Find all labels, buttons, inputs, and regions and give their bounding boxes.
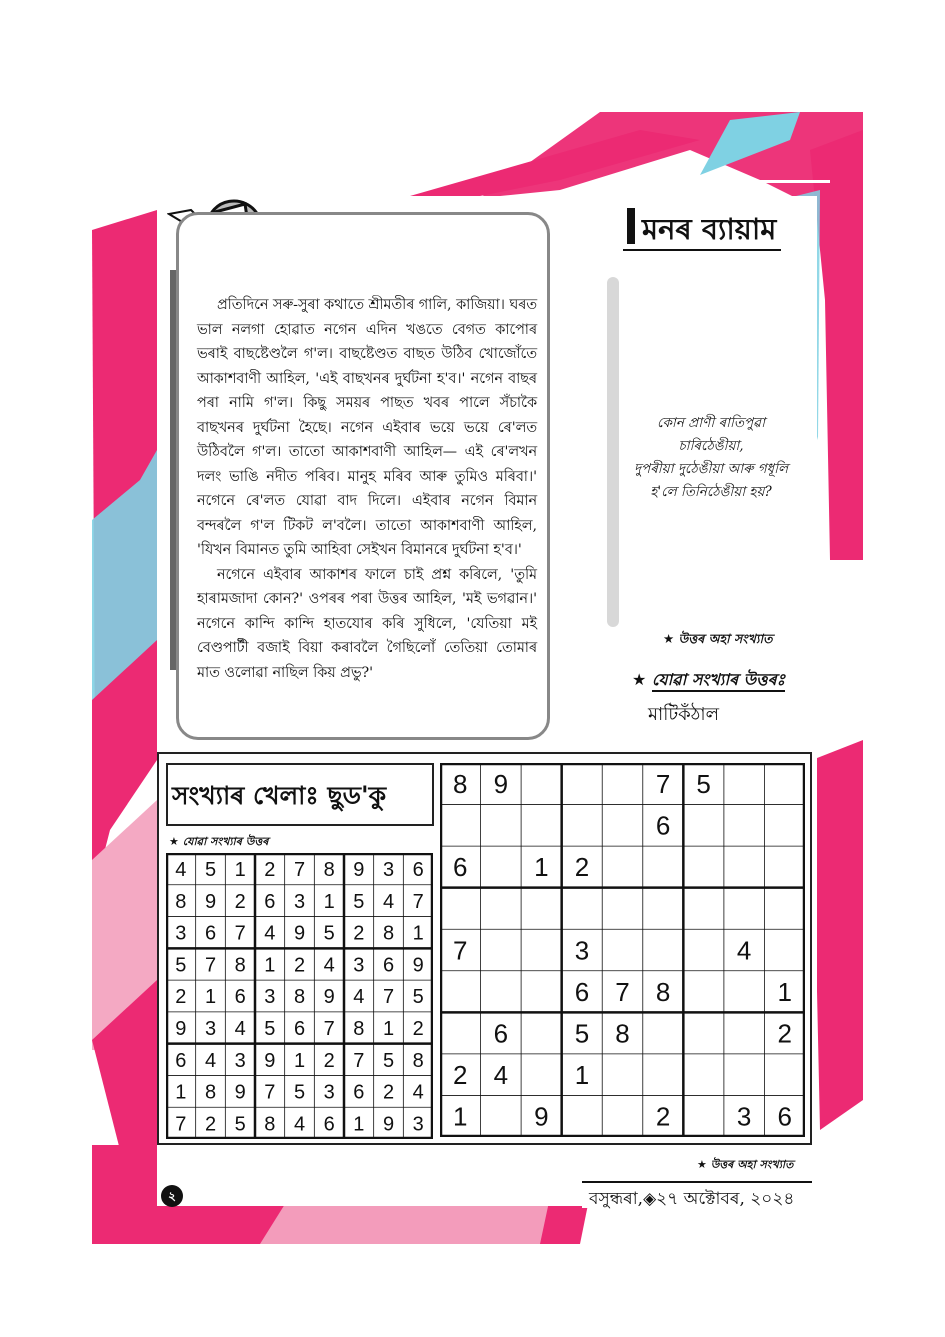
solution-cell: 1 xyxy=(234,859,246,882)
solution-cell: 4 xyxy=(234,1017,246,1040)
page-number: ২ xyxy=(161,1185,183,1207)
solution-cell: 5 xyxy=(264,1017,276,1040)
solution-cell: 8 xyxy=(412,1049,424,1072)
solution-cell: 2 xyxy=(323,1049,335,1072)
story-paragraph: নগেনে এইবাৰ আকাশৰ ফালে চাই প্ৰশ্ন কৰিলে, 'তুমি হাৰামজাদা কোন?' ওপৰৰ পৰা উত্তৰ আহিল, 'মই ভগৱান।' নগেনে কান্দি কান্দি হাতযোৰ কৰি সুধিলে, 'যেতিয়া মই বেণ্ডপাৰ্টী বজাই বিয়া কৰাবলৈ গৈছিলোঁ তেতিয়া তোমাৰ মাত ওলোৱা নাছিল কিয় প্ৰভু?' xyxy=(197,566,537,681)
solution-cell: 9 xyxy=(323,986,335,1009)
publication-date: ২৭ অক্টোবৰ, ২০২৪ xyxy=(656,1189,795,1209)
puzzle-cell: 6 xyxy=(574,976,590,1007)
solution-cell: 7 xyxy=(264,1081,276,1104)
solution-cell: 9 xyxy=(382,1113,395,1136)
solution-cell: 4 xyxy=(204,1049,217,1072)
solution-cell: 7 xyxy=(234,922,246,945)
solution-cell: 9 xyxy=(293,922,306,945)
prev-solution-grid xyxy=(166,853,433,1139)
solution-cell: 6 xyxy=(204,922,217,945)
title-underline xyxy=(623,249,781,251)
riddle-text xyxy=(612,412,810,504)
solution-cell: 2 xyxy=(204,1113,217,1136)
puzzle-cell: 2 xyxy=(574,852,590,883)
puzzle-cell: 9 xyxy=(534,1101,549,1132)
solution-cell: 8 xyxy=(234,954,246,977)
solution-cell: 6 xyxy=(412,859,424,882)
puzzle-cell: 6 xyxy=(655,810,671,841)
solution-cell: 4 xyxy=(293,1113,306,1136)
puzzle-cell: 7 xyxy=(453,935,468,966)
solution-cell: 8 xyxy=(175,890,187,913)
solution-cell: 1 xyxy=(382,1017,395,1040)
solution-cell: 6 xyxy=(323,1113,335,1136)
puzzle-cell: 7 xyxy=(615,976,630,1007)
solution-cell: 2 xyxy=(264,859,276,882)
solution-cell: 3 xyxy=(264,986,276,1009)
solution-cell: 9 xyxy=(204,890,217,913)
solution-cell: 4 xyxy=(412,1081,424,1104)
solution-cell: 6 xyxy=(234,986,246,1009)
solution-cell: 7 xyxy=(353,1049,365,1072)
footer-rule xyxy=(582,1181,812,1183)
solution-cell: 9 xyxy=(264,1049,276,1072)
puzzle-cell: 3 xyxy=(736,1101,752,1132)
solution-cell: 1 xyxy=(323,890,335,913)
solution-cell: 1 xyxy=(412,922,424,945)
solution-cell: 7 xyxy=(204,954,217,977)
puzzle-cell: 8 xyxy=(453,769,468,800)
solution-cell: 8 xyxy=(264,1113,276,1136)
puzzle-cell: 6 xyxy=(453,852,468,883)
solution-cell: 8 xyxy=(204,1081,217,1104)
solution-cell: 1 xyxy=(293,1049,306,1072)
solution-cell: 2 xyxy=(175,986,187,1009)
puzzle-cell: 3 xyxy=(574,935,590,966)
solution-cell: 1 xyxy=(204,986,217,1009)
solution-cell: 5 xyxy=(293,1081,306,1104)
sudoku-answer-note: ★ উত্তৰ অহা সংখ্যাত xyxy=(697,1158,794,1171)
solution-cell: 5 xyxy=(353,890,365,913)
riddle-line: চাৰিঠেঙীয়া, xyxy=(678,438,744,454)
solution-cell: 8 xyxy=(293,986,306,1009)
riddle-line: হ'লে তিনিঠেঙীয়া হয়? xyxy=(650,484,772,500)
solution-cell: 2 xyxy=(382,1081,395,1104)
solution-cell: 1 xyxy=(175,1081,187,1104)
star-icon: ★ xyxy=(632,670,647,689)
solution-cell: 7 xyxy=(323,1017,335,1040)
solution-cell: 3 xyxy=(234,1049,246,1072)
title-accent-bar xyxy=(627,208,635,244)
prev-answer-heading-text: যোৱা সংখ্যাৰ উত্তৰঃ xyxy=(652,670,785,692)
puzzle-cell: 5 xyxy=(574,1018,590,1049)
riddle-answer-note: ★ উত্তৰ অহা সংখ্যাত xyxy=(663,631,773,646)
solution-cell: 1 xyxy=(264,954,276,977)
solution-cell: 5 xyxy=(234,1113,246,1136)
solution-cell: 6 xyxy=(353,1081,365,1104)
solution-cell: 4 xyxy=(175,859,187,882)
solution-cell: 5 xyxy=(412,986,424,1009)
page-title: মনৰ ব্যায়াম xyxy=(642,212,777,246)
solution-cell: 8 xyxy=(323,859,335,882)
prev-answer-heading xyxy=(632,667,785,694)
solution-cell: 9 xyxy=(353,859,365,882)
solution-cell: 4 xyxy=(323,954,335,977)
puzzle-cell: 5 xyxy=(696,769,711,800)
game-title: সংখ্যাৰ খেলাঃ ছুড'কু xyxy=(172,781,387,810)
solution-cell: 5 xyxy=(175,954,187,977)
story-paragraph: প্ৰতিদিনে সৰু-সুৰা কথাতে শ্ৰীমতীৰ গালি, কাজিয়া। ঘৰত ভাল নলগা হোৱাত নগেন এদিন খঙতে বেগত কাপোৰ ভৰাই বাছষ্টেণ্ডলৈ গ'ল। বাছষ্টেণ্ডত বাছত উঠিব খোজোঁতে আকাশবাণী আহিল, 'এই বাছখনৰ দুৰ্ঘটনা হ'ব।' নগেন বাছৰ পৰা নামি গ'ল। কিছু সময়ৰ পাছত খবৰ পালে সঁচাকৈ বাছখনৰ দুৰ্ঘটনা হৈছে। নগেন এইবাৰ ভয়ে ভয়ে ৰে'লত উঠিবলৈ গ'ল। তাতো আকাশবাণী আহিল— এই ৰে'লখন দলং ভাঙি নদীত পৰিব। মানুহ মৰিব আৰু তুমিও মৰিবা।' নগেনে ৰে'লত যোৱা বাদ দিলে। এইবাৰ নগেন বিমান বন্দৰলৈ গ'ল টিকট ল'বলৈ। তাতো আকাশবাণী আহিল, 'যিখন বিমানত তুমি আহিবা সেইখন বিমানৰে দুৰ্ঘটনা হ'ব।' xyxy=(197,297,537,558)
prev-solution-label: ★ যোৱা সংখ্যাৰ উত্তৰ xyxy=(169,835,269,848)
solution-cell: 9 xyxy=(234,1081,246,1104)
diamond-icon: ,◈ xyxy=(637,1189,657,1209)
puzzle-cell: 4 xyxy=(736,935,752,966)
solution-cell: 4 xyxy=(382,890,395,913)
solution-cell: 4 xyxy=(264,922,276,945)
prev-answer-value: মাটিকঁঠাল xyxy=(648,704,720,725)
puzzle-cell: 1 xyxy=(534,852,549,883)
puzzle-cell: 1 xyxy=(777,976,792,1007)
story-text xyxy=(197,293,537,685)
solution-cell: 2 xyxy=(293,954,306,977)
puzzle-cell: 1 xyxy=(574,1060,590,1091)
solution-cell: 2 xyxy=(234,890,246,913)
solution-cell: 3 xyxy=(323,1081,335,1104)
solution-cell: 7 xyxy=(293,859,306,882)
solution-cell: 8 xyxy=(382,922,395,945)
riddle-line: কোন প্ৰাণী ৰাতিপুৱা xyxy=(657,415,765,431)
solution-cell: 2 xyxy=(353,922,365,945)
puzzle-cell: 1 xyxy=(453,1101,468,1132)
solution-cell: 6 xyxy=(175,1049,187,1072)
solution-cell: 3 xyxy=(175,922,187,945)
solution-cell: 3 xyxy=(204,1017,217,1040)
solution-cell: 3 xyxy=(412,1113,424,1136)
solution-cell: 6 xyxy=(293,1017,306,1040)
solution-cell: 7 xyxy=(412,890,424,913)
puzzle-cell: 2 xyxy=(777,1018,792,1049)
solution-cell: 6 xyxy=(382,954,395,977)
puzzle-cell: 6 xyxy=(493,1018,509,1049)
solution-cell: 6 xyxy=(264,890,276,913)
solution-cell: 8 xyxy=(353,1017,365,1040)
story-accent-bar xyxy=(170,270,176,670)
solution-cell: 7 xyxy=(382,986,395,1009)
footer-publication-line xyxy=(589,1186,794,1214)
solution-cell: 9 xyxy=(412,954,424,977)
puzzle-cell: 2 xyxy=(655,1101,671,1132)
puzzle-cell: 4 xyxy=(493,1060,509,1091)
publication-name: বসুন্ধৰা xyxy=(589,1189,638,1209)
solution-cell: 2 xyxy=(412,1017,424,1040)
solution-cell: 5 xyxy=(382,1049,395,1072)
solution-cell: 3 xyxy=(293,890,306,913)
puzzle-cell: 2 xyxy=(453,1060,468,1091)
puzzle-cell: 6 xyxy=(777,1101,792,1132)
solution-cell: 1 xyxy=(353,1113,365,1136)
puzzle-cell: 8 xyxy=(615,1018,630,1049)
riddle-line: দুপৰীয়া দুঠেঙীয়া আৰু গধূলি xyxy=(633,461,789,477)
solution-cell: 7 xyxy=(175,1113,187,1136)
solution-cell: 5 xyxy=(204,859,217,882)
solution-cell: 3 xyxy=(353,954,365,977)
solution-cell: 5 xyxy=(323,922,335,945)
sudoku-puzzle-grid xyxy=(440,763,805,1137)
puzzle-cell: 9 xyxy=(493,769,509,800)
solution-cell: 3 xyxy=(382,859,395,882)
solution-cell: 9 xyxy=(175,1017,187,1040)
puzzle-cell: 7 xyxy=(655,769,671,800)
solution-cell: 4 xyxy=(353,986,365,1009)
puzzle-cell: 8 xyxy=(655,976,671,1007)
